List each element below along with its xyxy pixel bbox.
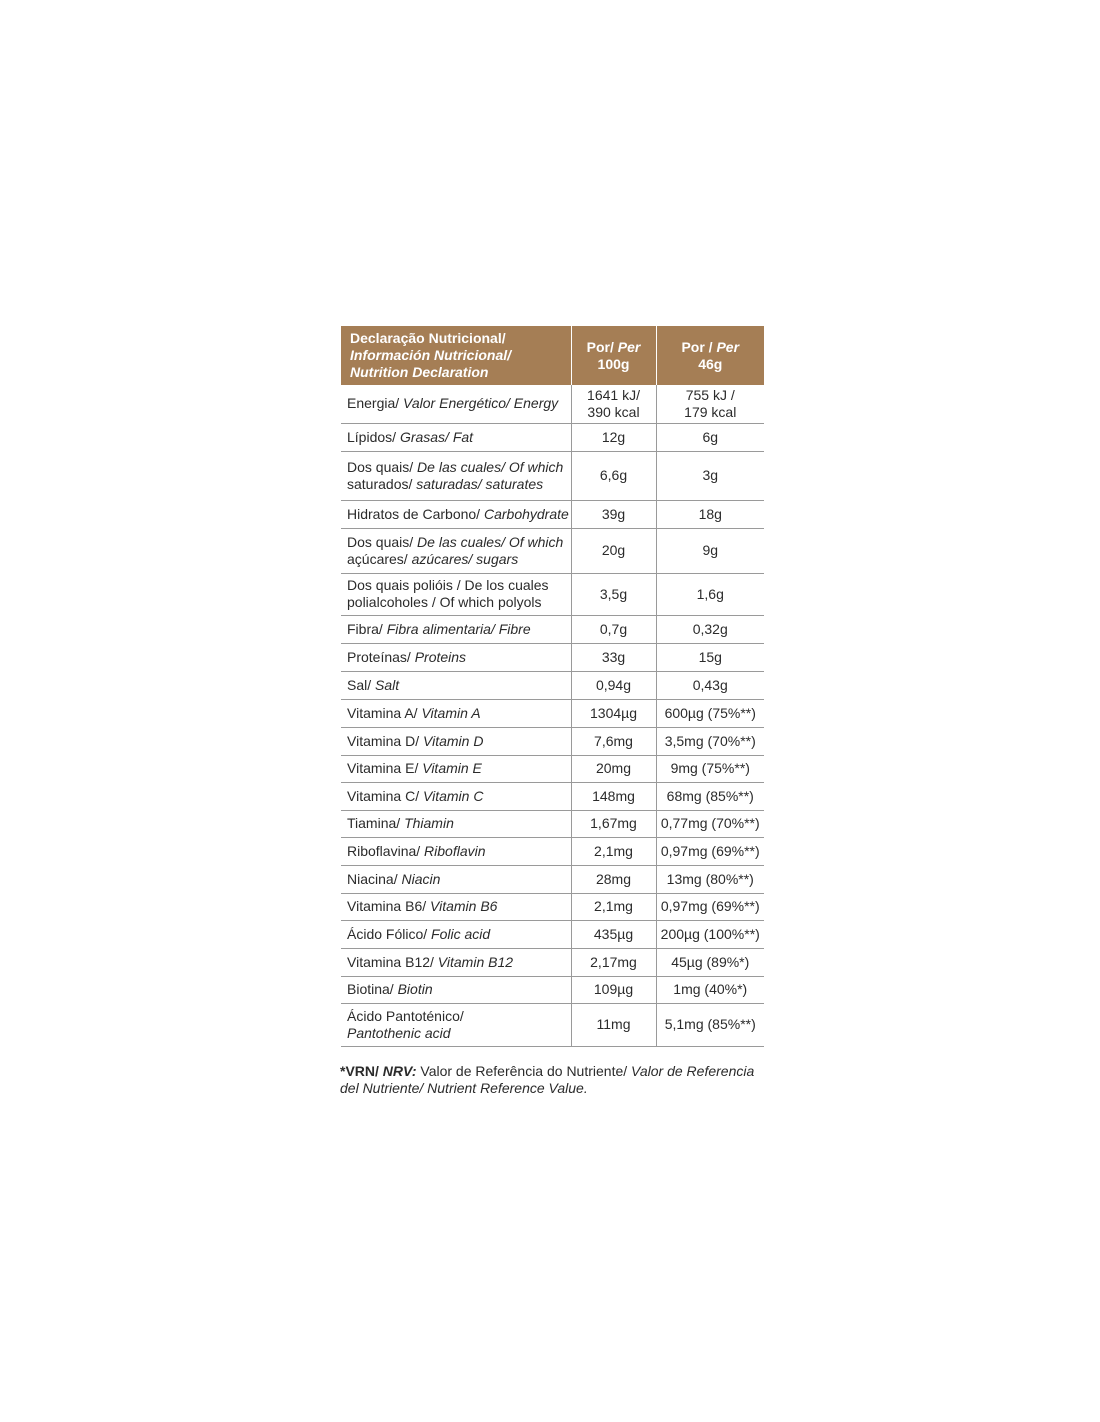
table-row [341,920,764,948]
table-row [341,727,764,755]
nutrient-name: Vitamina B12/ [347,953,438,970]
per-46g-cell [656,528,764,573]
nutrient-name-translation: Thiamin [404,815,454,831]
per-46g-cell [656,699,764,727]
nutrient-name-translation: Vitamin B6 [430,898,498,914]
value-per-100g: 0,7g [599,620,628,637]
value-per-46g: 9g [702,542,719,558]
value-per-46g: 755 kJ / [685,386,735,403]
per-100g-cell [571,893,656,920]
per-46g-cell [656,920,764,948]
per-100g-cell [571,920,656,948]
footnote-text: Valor de Referência do Nutriente/ [416,1063,632,1079]
value-per-46g: 9mg (75%**) [670,760,750,776]
per-100g-cell [571,810,656,837]
footnote [340,1063,770,1097]
per-100g-cell [571,573,656,615]
per-100g-cell [571,385,656,423]
nutrient-name-line2-translation: saturadas/ saturates [416,475,544,492]
table-row [341,755,764,782]
nutrient-label-cell [341,671,571,699]
per-100g-cell [571,948,656,976]
value-per-46g: 1,6g [696,585,724,602]
nutrient-name-translation: Proteins [414,648,467,665]
footnote-marker-italic: NRV: [382,1063,417,1079]
nutrient-name: Sal/ [347,676,376,693]
nutrient-label-cell [341,1003,571,1046]
nutrient-label-cell [341,865,571,893]
per-100g-cell [571,837,656,865]
per-46g-cell [656,755,764,782]
value-per-46g: 0,97mg (69%**) [660,898,760,914]
value-per-46g: 13mg (80%**) [666,870,754,887]
per-46g-cell [656,837,764,865]
table-row [341,573,764,615]
per-46g-cell [656,643,764,671]
header-col2-italic: Per [716,338,740,355]
per-46g-cell [656,948,764,976]
nutrient-label-cell [341,643,571,671]
nutrient-name-translation: Niacin [401,870,441,887]
header-col1-prefix: Por/ [586,338,618,355]
nutrient-label-cell [341,755,571,782]
nutrient-label-cell [341,615,571,643]
header-label-line1: Declaração Nutricional/ [350,330,506,346]
nutrient-name: Vitamina B6/ [347,898,431,914]
nutrient-label-cell [341,727,571,755]
nutrient-name-translation: Folic acid [431,925,491,942]
table-row [341,1003,764,1046]
per-46g-cell [656,500,764,528]
table-row [341,782,764,810]
nutrient-name: Dos quais/ [347,458,418,475]
value-per-100g: 28mg [595,870,632,887]
nutrient-name-translation: Vitamin A [421,704,481,721]
value-per-100g: 20mg [595,760,632,776]
value-per-100g: 148mg [592,787,635,804]
nutrient-name-translation: Vitamin B12 [437,953,514,970]
per-46g-cell [656,451,764,500]
value-per-46g: 600µg (75%**) [664,704,756,721]
nutrient-name: Ácido Fólico/ [347,925,432,942]
nutrient-name: Ácido Pantoténico/ [347,1007,464,1024]
table-row [341,451,764,500]
per-100g-cell [571,755,656,782]
nutrient-label-cell [341,500,571,528]
per-100g-cell [571,865,656,893]
value-per-100g: 2,1mg [594,898,633,914]
nutrient-label-cell [341,451,571,500]
value-per-100g: 20g [601,542,626,558]
header-per-46g [656,326,764,385]
per-100g-cell [571,451,656,500]
nutrient-name-translation: Vitamin C [423,787,484,804]
value-per-100g: 2,1mg [594,842,633,859]
nutrient-name-line2: açúcares/ [347,550,412,567]
nutrient-name-translation: Biotin [397,981,433,997]
table-row [341,837,764,865]
value-per-100g: 1304µg [590,704,637,721]
nutrient-name-translation: Vitamin E [422,760,482,776]
nutrient-name: Tiamina/ [347,815,405,831]
header-label-line3: Nutrition Declaration [350,364,489,380]
nutrient-name: Lípidos/ [347,428,400,445]
nutrient-label-cell [341,948,571,976]
header-label-cell [341,326,571,385]
per-46g-cell [656,865,764,893]
header-col1-italic: Per [617,338,641,355]
value-per-100g: 33g [601,648,626,665]
nutrient-label-cell [341,385,571,423]
table-row [341,528,764,573]
value-per-100g: 11mg [596,1016,631,1032]
nutrient-label-cell [341,782,571,810]
nutrient-name-translation: Vitamin D [423,732,484,749]
nutrient-name: Fibra/ [347,620,387,637]
per-100g-cell [571,699,656,727]
nutrient-name-line2-translation: azúcares/ sugars [411,550,519,567]
nutrient-name-line2-translation: Pantothenic acid [347,1024,451,1041]
footnote-text-italic: Valor de Referencia del Nutriente/ Nutrient Reference Value. [340,1063,755,1096]
per-100g-cell [571,1003,656,1046]
nutrient-label-cell [341,423,571,451]
per-46g-cell [656,810,764,837]
header-col2-prefix: Por / [681,338,717,355]
nutrient-name-translation: Valor Energético/ Energy [403,395,559,412]
table-body [341,385,764,1046]
nutrient-name-line2: polialcoholes / Of which polyols [347,594,542,610]
per-46g-cell [656,976,764,1003]
nutrient-name: Vitamina C/ [347,787,423,804]
table-row [341,699,764,727]
nutrient-name-line2: saturados/ [347,475,417,492]
value-per-46g: 18g [698,505,722,522]
value-per-100g: 1641 kJ/ [587,386,640,403]
table-row [341,385,764,423]
table-row [341,948,764,976]
nutrient-name: Dos quais/ [347,533,418,550]
value-per-100g: 1,67mg [590,815,637,831]
per-46g-cell [656,893,764,920]
nutrient-label-cell [341,810,571,837]
nutrient-name: Dos quais polióis / De los cuales [347,577,549,593]
table-row [341,500,764,528]
footnote-marker: *VRN/ [340,1063,383,1079]
table-row [341,643,764,671]
per-100g-cell [571,671,656,699]
nutrient-name-translation: De las cuales/ Of which [417,533,564,550]
nutrient-name: Niacina/ [347,870,402,887]
nutrient-label-cell [341,837,571,865]
per-46g-cell [656,573,764,615]
nutrient-name-translation: Carbohydrate [483,505,569,522]
value-per-46g: 3,5mg (70%**) [664,732,756,749]
table-header [341,326,764,385]
value-per-46g: 5,1mg (85%**) [664,1016,756,1032]
nutrition-table [341,326,764,1047]
per-100g-cell [571,782,656,810]
value-per-100g: 0,94g [595,676,632,693]
per-100g-cell [571,615,656,643]
table-row [341,865,764,893]
nutrient-name: Vitamina D/ [347,732,423,749]
nutrient-label-cell [341,528,571,573]
value-per-100g: 7,6mg [594,732,633,749]
value-per-46g: 0,77mg (70%**) [660,815,760,831]
nutrient-name: Energia/ [347,395,404,412]
per-46g-cell [656,671,764,699]
nutrient-name-translation: Salt [375,676,400,693]
table-row [341,671,764,699]
nutrient-label-cell [341,920,571,948]
per-100g-cell [571,500,656,528]
per-46g-cell [656,727,764,755]
table-row [341,423,764,451]
value-per-46g: 200µg (100%**) [660,925,760,942]
header-col2-amount: 46g [698,355,723,372]
nutrient-label-cell [341,699,571,727]
value-per-46g: 1mg (40%*) [673,981,748,997]
per-46g-cell [656,615,764,643]
value-per-100g: 39g [601,505,626,522]
per-46g-cell [656,423,764,451]
nutrient-name: Proteínas/ [347,648,415,665]
per-100g-cell [571,528,656,573]
header-label-line2: Información Nutricional/ [350,347,512,363]
nutrient-name: Vitamina E/ [347,760,423,776]
header-col1-amount: 100g [597,355,630,372]
value-per-100g: 2,17mg [590,953,637,970]
nutrient-label-cell [341,893,571,920]
per-100g-cell [571,643,656,671]
value-per-46g: 3g [702,467,719,483]
nutrient-name: Riboflavina/ [347,842,425,859]
value-per-46g: 0,43g [692,676,728,693]
value-per-46g: 45µg (89%*) [671,953,750,970]
per-46g-cell [656,385,764,423]
value-per-46g: 68mg (85%**) [666,787,754,804]
nutrient-name-translation: Fibra alimentaria/ Fibre [386,620,531,637]
value-per-46g: 0,97mg (69%**) [660,842,760,859]
value-per-100g: 3,5g [599,585,628,602]
per-46g-cell [656,1003,764,1046]
table-row [341,976,764,1003]
value-per-100g: 6,6g [599,467,628,483]
per-100g-cell [571,976,656,1003]
value-per-100g: 435µg [593,925,634,942]
table-row [341,810,764,837]
nutrient-name: Hidratos de Carbono/ [347,505,484,522]
table-row [341,893,764,920]
per-46g-cell [656,782,764,810]
value-per-46g: 6g [702,428,719,445]
nutrient-label-cell [341,573,571,615]
nutrient-name-translation: Grasas/ Fat [399,428,474,445]
value-per-46g: 15g [698,648,722,665]
value-per-100g: 12g [601,428,626,445]
nutrient-name-translation: Riboflavin [424,842,486,859]
value-per-46g: 0,32g [692,620,728,637]
nutrient-name: Biotina/ [347,981,398,997]
header-per-100g [571,326,656,385]
value-per-100g: 109µg [593,981,634,997]
per-100g-cell [571,727,656,755]
value-per-46g-line2: 179 kcal [684,403,737,420]
value-per-100g-line2: 390 kcal [587,403,640,420]
per-100g-cell [571,423,656,451]
nutrient-name-translation: De las cuales/ Of which [417,458,564,475]
table-row [341,615,764,643]
nutrient-name: Vitamina A/ [347,704,422,721]
nutrient-label-cell [341,976,571,1003]
header-row [341,326,764,385]
